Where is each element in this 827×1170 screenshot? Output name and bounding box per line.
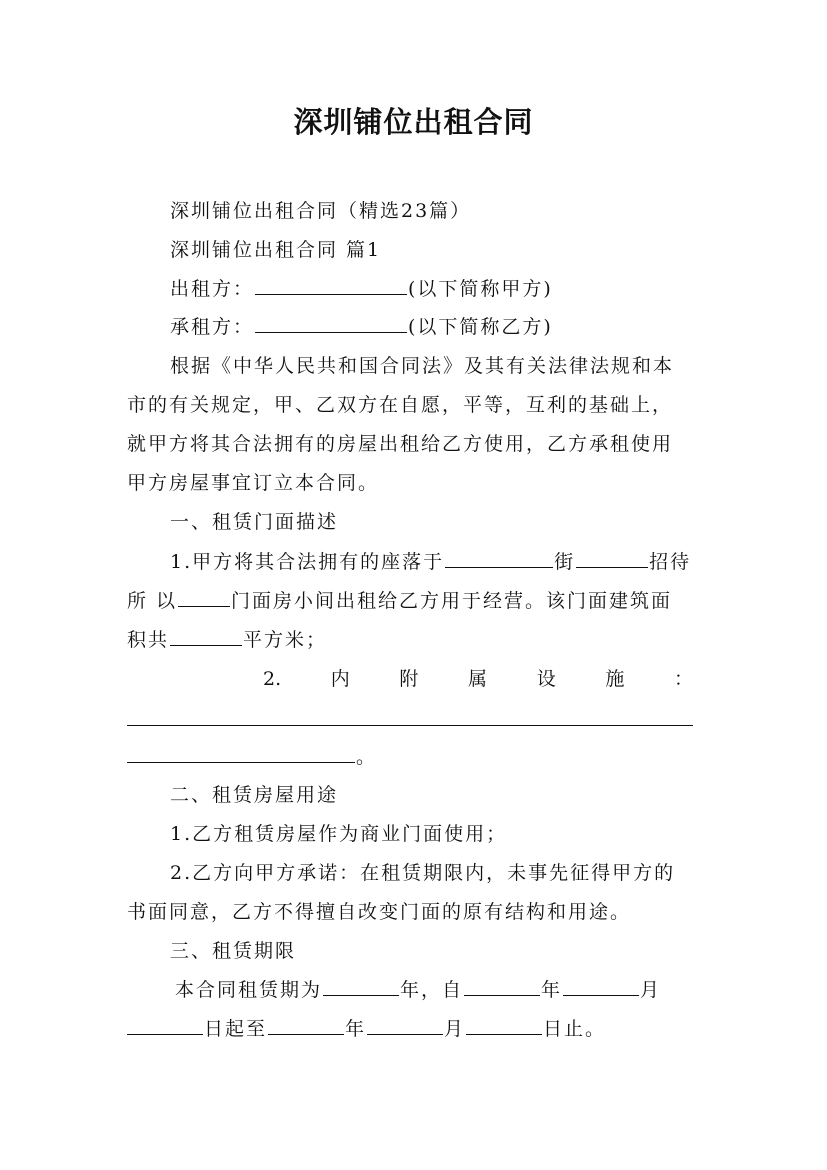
lessee-note: (以下简称乙方) — [408, 316, 553, 338]
start-year-blank — [464, 977, 540, 996]
end-day-blank — [466, 1016, 542, 1035]
years-blank — [323, 977, 399, 996]
area-blank — [170, 627, 242, 646]
end-year-blank — [268, 1016, 344, 1035]
document-subtitle: 深圳铺位出租合同（精选23篇） — [170, 200, 472, 222]
intro-line: 就甲方将其合法拥有的房屋出租给乙方使用，乙方承租使用 — [127, 433, 674, 455]
text-run: 内 — [330, 668, 350, 690]
lessor-label: 出租方： — [170, 278, 255, 300]
lessee-label: 承租方： — [170, 316, 255, 338]
text-run: 平方米； — [243, 629, 328, 651]
text-run: 日起至 — [204, 1018, 268, 1040]
text-run: 月 — [640, 979, 662, 1001]
text-run: 日止。 — [543, 1018, 607, 1040]
facilities-blank-line — [127, 725, 693, 726]
text-run: 设 — [536, 668, 556, 690]
s1-item1-line — [170, 549, 691, 575]
s2-item2-line: 2.乙方向甲方承诺：在租赁期限内，未事先征得甲方的 — [170, 862, 676, 884]
section-3-heading: 三、租赁期限 — [170, 940, 297, 962]
start-day-blank — [127, 1016, 203, 1035]
text-run: 月 — [444, 1018, 466, 1040]
intro-line: 根据《中华人民共和国合同法》及其有关法律法规和本 — [170, 355, 675, 377]
text-run: 街 — [554, 551, 576, 573]
text-run: 本合同租赁期为 — [175, 979, 323, 1001]
s2-item1: 1.乙方租赁房屋作为商业门面使用； — [170, 823, 508, 845]
text-run: 招待 — [649, 551, 692, 573]
intro-line: 甲方房屋事宜订立本合同。 — [127, 472, 380, 494]
lessor-line — [170, 276, 553, 302]
s3-line — [175, 977, 661, 1003]
text-run: 施 — [605, 668, 625, 690]
intro-line: 市的有关规定，甲、乙双方在自愿，平等，互利的基础上， — [127, 394, 674, 416]
text-run: 所 以 — [127, 590, 178, 612]
s1-item1-line — [127, 588, 672, 614]
s1-item2-end-line — [127, 744, 377, 770]
text-run: 积共 — [127, 629, 170, 651]
text-run: 。 — [356, 746, 378, 768]
text-run: 1.甲方将其合法拥有的座落于 — [170, 551, 445, 573]
lessor-blank — [255, 276, 407, 295]
street-blank — [445, 549, 553, 568]
section-heading: 深圳铺位出租合同 篇1 — [170, 239, 382, 261]
end-month-blank — [367, 1016, 443, 1035]
unit-blank — [178, 588, 230, 607]
text-run: 附 — [399, 668, 419, 690]
text-run: 2. — [263, 668, 282, 690]
text-run: 门面房小间出租给乙方用于经营。该门面建筑面 — [231, 590, 673, 612]
text-run: 年，自 — [400, 979, 464, 1001]
s1-item2-line — [127, 666, 693, 692]
lessor-note: (以下简称甲方) — [408, 278, 553, 300]
text-run: ： — [673, 668, 693, 690]
lessee-line — [170, 314, 553, 340]
text-run: 属 — [468, 668, 488, 690]
start-month-blank — [563, 977, 639, 996]
section-2-heading: 二、租赁房屋用途 — [170, 784, 339, 806]
guesthouse-blank — [576, 549, 648, 568]
lessee-blank — [255, 314, 407, 333]
document-title: 深圳铺位出租合同 — [293, 105, 534, 139]
section-1-heading: 一、租赁门面描述 — [170, 511, 339, 533]
facilities-blank — [127, 744, 355, 763]
text-run: 年 — [541, 979, 563, 1001]
s1-item1-line — [127, 627, 327, 653]
s3-line — [127, 1016, 606, 1042]
text-run: 年 — [345, 1018, 367, 1040]
s2-item2-line: 书面同意，乙方不得擅自改变门面的原有结构和用途。 — [127, 901, 632, 923]
